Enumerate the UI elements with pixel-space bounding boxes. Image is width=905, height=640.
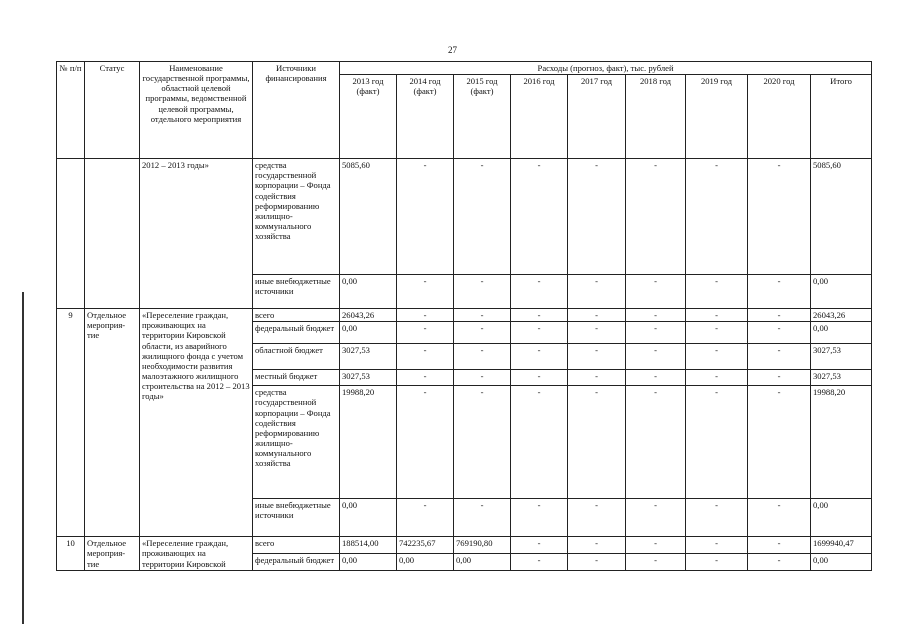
value-cell: - (511, 499, 568, 537)
funding-source: иные внебюджетные источники (253, 275, 340, 309)
value-cell: - (454, 322, 511, 344)
header-status: Статус (85, 62, 140, 159)
value-cell: - (748, 159, 811, 275)
header-year: 2015 год (факт) (454, 75, 511, 159)
funding-source: средства государственной корпорации – Фонда содействия реформированию жилищно-коммунального хозяйства (253, 159, 340, 275)
value-cell: 769190,80 (454, 537, 511, 554)
value-cell: - (454, 386, 511, 499)
value-cell: - (568, 553, 626, 570)
value-cell: - (397, 499, 454, 537)
value-cell: - (626, 553, 686, 570)
row-number: 10 (57, 537, 85, 570)
value-cell: 742235,67 (397, 537, 454, 554)
total-cell: 3027,53 (811, 370, 872, 386)
funding-source: федеральный бюджет (253, 322, 340, 344)
row-number (57, 159, 85, 309)
value-cell: - (511, 275, 568, 309)
value-cell: - (686, 386, 748, 499)
value-cell: - (626, 386, 686, 499)
value-cell: - (686, 159, 748, 275)
header-total: Итого (811, 75, 872, 159)
funding-source: всего (253, 537, 340, 554)
funding-source: местный бюджет (253, 370, 340, 386)
value-cell: 19988,20 (340, 386, 397, 499)
scan-edge (22, 292, 24, 624)
value-cell: - (686, 344, 748, 370)
value-cell: - (511, 309, 568, 322)
value-cell: - (748, 275, 811, 309)
value-cell: - (748, 344, 811, 370)
value-cell: - (454, 344, 511, 370)
budget-table (56, 61, 872, 571)
value-cell: - (568, 275, 626, 309)
total-cell: 1699940,47 (811, 537, 872, 554)
value-cell: 3027,53 (340, 370, 397, 386)
row-status (85, 159, 140, 309)
value-cell: - (626, 309, 686, 322)
value-cell: - (686, 275, 748, 309)
header-year: 2019 год (686, 75, 748, 159)
value-cell: - (454, 499, 511, 537)
value-cell: - (511, 322, 568, 344)
header-no: № п/п (57, 62, 85, 159)
value-cell: - (748, 309, 811, 322)
value-cell: - (397, 159, 454, 275)
total-cell: 0,00 (811, 553, 872, 570)
value-cell: - (568, 344, 626, 370)
value-cell: - (454, 370, 511, 386)
funding-source: средства государственной корпорации – Фонда содействия реформированию жилищно-коммунального хозяйства (253, 386, 340, 499)
value-cell: 5085,60 (340, 159, 397, 275)
total-cell: 3027,53 (811, 344, 872, 370)
value-cell: - (568, 499, 626, 537)
value-cell: - (686, 322, 748, 344)
header-year: 2018 год (626, 75, 686, 159)
row-name: 2012 – 2013 годы» (140, 159, 253, 309)
value-cell: - (568, 386, 626, 499)
total-cell: 5085,60 (811, 159, 872, 275)
total-cell: 0,00 (811, 499, 872, 537)
row-status: Отдельное мероприя-тие (85, 537, 140, 570)
value-cell: - (748, 386, 811, 499)
total-cell: 0,00 (811, 322, 872, 344)
value-cell: - (686, 370, 748, 386)
value-cell: - (626, 370, 686, 386)
header-row-1 (57, 62, 872, 75)
value-cell: - (748, 553, 811, 570)
row-status: Отдельное мероприя-тие (85, 309, 140, 537)
total-cell: 26043,26 (811, 309, 872, 322)
value-cell: 0,00 (454, 553, 511, 570)
value-cell: - (397, 386, 454, 499)
value-cell: - (626, 275, 686, 309)
total-cell: 19988,20 (811, 386, 872, 499)
value-cell: - (748, 537, 811, 554)
value-cell: - (454, 275, 511, 309)
table-row (57, 159, 872, 275)
value-cell: - (568, 322, 626, 344)
table-row (57, 309, 872, 322)
value-cell: - (397, 344, 454, 370)
page-number: 27 (448, 45, 457, 55)
value-cell: - (511, 537, 568, 554)
value-cell: - (511, 553, 568, 570)
value-cell: 188514,00 (340, 537, 397, 554)
value-cell: - (397, 322, 454, 344)
header-source: Источники финансирования (253, 62, 340, 159)
header-year: 2013 год (факт) (340, 75, 397, 159)
header-year: 2014 год (факт) (397, 75, 454, 159)
value-cell: - (748, 499, 811, 537)
value-cell: - (686, 309, 748, 322)
value-cell: - (626, 344, 686, 370)
header-year: 2016 год (511, 75, 568, 159)
value-cell: - (397, 370, 454, 386)
total-cell: 0,00 (811, 275, 872, 309)
header-year: 2017 год (568, 75, 626, 159)
funding-source: иные внебюджетные источники (253, 499, 340, 537)
value-cell: - (626, 159, 686, 275)
value-cell: 0,00 (340, 553, 397, 570)
value-cell: - (397, 309, 454, 322)
value-cell: 0,00 (340, 275, 397, 309)
table-row (57, 537, 872, 554)
header-expenses: Расходы (прогноз, факт), тыс. рублей (340, 62, 872, 75)
value-cell: 0,00 (397, 553, 454, 570)
value-cell: - (568, 159, 626, 275)
funding-source: областной бюджет (253, 344, 340, 370)
value-cell: 0,00 (340, 322, 397, 344)
row-number: 9 (57, 309, 85, 537)
value-cell: - (397, 275, 454, 309)
row-name: «Переселение граждан, проживающих на территории Кировской области, из аварийного жилищного фонда с учетом необходимости развития малоэтажного жилищного строительства на 2012 – 2013 годы» (140, 309, 253, 537)
header-year: 2020 год (748, 75, 811, 159)
value-cell: 0,00 (340, 499, 397, 537)
value-cell: - (511, 370, 568, 386)
value-cell: 26043,26 (340, 309, 397, 322)
value-cell: - (568, 370, 626, 386)
value-cell: - (454, 159, 511, 275)
value-cell: - (626, 322, 686, 344)
value-cell: - (568, 309, 626, 322)
value-cell: - (568, 537, 626, 554)
value-cell: - (454, 309, 511, 322)
funding-source: всего (253, 309, 340, 322)
value-cell: - (511, 159, 568, 275)
funding-source: федеральный бюджет (253, 553, 340, 570)
value-cell: - (686, 537, 748, 554)
row-name: «Переселение граждан, проживающих на территории Кировской (140, 537, 253, 570)
value-cell: - (511, 386, 568, 499)
value-cell: - (511, 344, 568, 370)
value-cell: 3027,53 (340, 344, 397, 370)
value-cell: - (686, 553, 748, 570)
header-name: Наименование государственной программы, областной целевой программы, ведомственной целевой программы, отдельного мероприятия (140, 62, 253, 159)
value-cell: - (748, 322, 811, 344)
value-cell: - (626, 537, 686, 554)
value-cell: - (626, 499, 686, 537)
value-cell: - (686, 499, 748, 537)
value-cell: - (748, 370, 811, 386)
